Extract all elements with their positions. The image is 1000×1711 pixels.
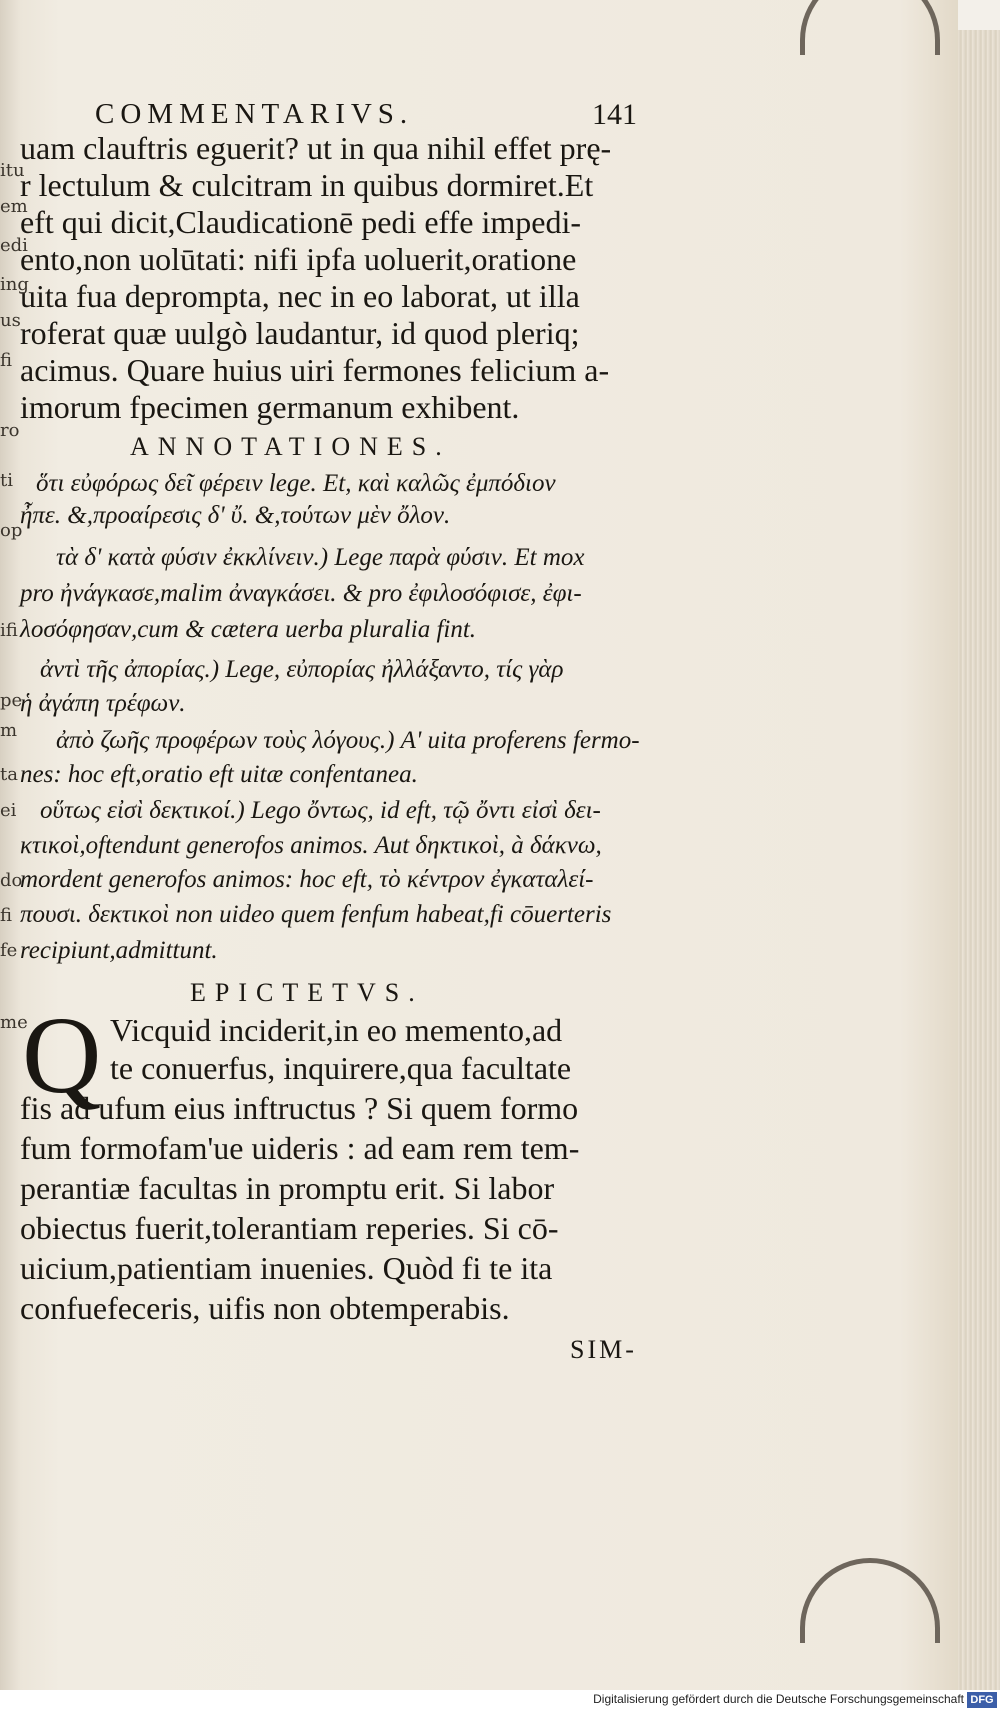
epictetus-line: te conuerfus, inquirere,qua facultate: [110, 1050, 572, 1086]
annotations-heading: ANNOTATIONES.: [130, 432, 451, 461]
funding-credit: Digitalisierung gefördert durch die Deutsche Forschungsgemeinschaft: [593, 1692, 964, 1706]
annotation-line: ἀντὶ τῆς ἀπορίας.) Lege, εὐπορίας ἠλλάξαντο, τίς γὰρ: [40, 656, 564, 683]
body-line: ento,non uolūtati: nifi ipfa uoluerit,oratione: [20, 241, 577, 277]
annotation-line: ἦπε. &,προαίρεσις δ' ὔ. &,τούτων μὲν ὄλον.: [20, 502, 451, 529]
margin-fragment: ta: [0, 764, 18, 785]
annotation-line: κτικοὶ,oftendunt generofos animos. Aut δηκτικοὶ, à δάκνω,: [20, 832, 602, 859]
margin-fragment: pe: [0, 690, 23, 711]
annotation-line: ἀπὸ ζωῆς προφέρων τοὺς λόγους.) A' uita proferens fermo-: [56, 727, 640, 754]
annotation-line: οὕτως εἰσὶ δεκτικοί.) Lego ὄντως, id eft, τῷ ὄντι εἰσὶ δει-: [40, 797, 601, 824]
dfg-logo: DFG: [967, 1692, 997, 1708]
margin-fragment: me: [0, 1012, 28, 1033]
epictetus-line: perantiæ facultas in promptu erit. Si labor: [20, 1170, 555, 1206]
annotation-line: recipiunt,admittunt.: [20, 937, 218, 964]
margin-fragment: edi: [0, 235, 28, 256]
annotation-line: πουσι. δεκτικοὶ non uideo quem fenfum habeat,fi cōuerteris: [20, 901, 612, 928]
margin-fragment: us: [0, 310, 21, 331]
epictetus-heading: EPICTETVS.: [190, 978, 424, 1007]
margin-fragment: ro: [0, 420, 20, 441]
epictetus-line: obiectus fuerit,tolerantiam reperies. Si cō-: [20, 1210, 559, 1246]
annotation-line: nes: hoc eft,oratio eft uitæ confentanea.: [20, 761, 418, 788]
body-line: r lectulum & culcitram in quibus dormiret.Et: [20, 167, 594, 203]
epictetus-line: fis ad ufum eius inftructus ? Si quem formo: [20, 1090, 579, 1126]
margin-fragment: fi: [0, 350, 13, 371]
epictetus-line: uicium,patientiam inuenies. Quòd fi te ita: [20, 1250, 553, 1286]
margin-fragment: do: [0, 870, 23, 891]
running-title: COMMENTARIVS.: [95, 98, 414, 130]
margin-fragment: op: [0, 520, 23, 541]
body-line: eft qui dicit,Claudicationē pedi effe impedi-: [20, 204, 581, 240]
body-line: uam clauftris eguerit? ut in qua nihil effet prę-: [20, 130, 612, 166]
page-edges: [958, 30, 1000, 1690]
body-line: imorum fpecimen germanum exhibent.: [20, 389, 520, 425]
epictetus-line: fum formofam'ue uideris : ad eam rem tem-: [20, 1130, 580, 1166]
margin-fragment: ei: [0, 800, 17, 821]
body-line: roferat quæ uulgò laudantur, id quod pleriq;: [20, 315, 580, 351]
margin-fragment: ing: [0, 274, 29, 295]
margin-fragment: itu: [0, 160, 25, 181]
annotation-line: mordent generofos animos: hoc eft, τὸ κέντρον ἐγκαταλεί-: [20, 866, 594, 893]
annotation-line: pro ἠνάγκασε,malim ἀναγκάσει. & pro ἐφιλοσόφισε, ἐφι-: [20, 580, 582, 607]
body-line: acimus. Quare huius uiri fermones felicium a-: [20, 352, 610, 388]
epictetus-line: Vicquid inciderit,in eo memento,ad: [110, 1012, 563, 1048]
margin-fragment: ifi: [0, 620, 18, 641]
annotation-line: ἡ ἀγάπη τρέφων.: [20, 690, 186, 717]
drop-cap: Q: [22, 994, 102, 1116]
margin-fragment: ti: [0, 470, 13, 491]
body-line: uita fua deprompta, nec in eo laborat, ut illa: [20, 278, 580, 314]
book-clasp-top: [800, 0, 940, 55]
margin-fragment: em: [0, 196, 28, 217]
margin-fragment: m: [0, 720, 18, 741]
annotation-line: τὰ δ' κατὰ φύσιν ἐκκλίνειν.) Lege παρὰ φύσιν. Et mox: [56, 544, 585, 571]
folio-number: 141: [592, 98, 637, 131]
annotation-line: λοσόφησαν,cum & cætera uerba pluralia fint.: [20, 616, 477, 643]
catchword: SIM-: [570, 1335, 637, 1364]
footer-bar: [0, 1690, 1000, 1711]
epictetus-line: confuefeceris, uifis non obtemperabis.: [20, 1290, 510, 1326]
annotation-line: ὅτι εὐφόρως δεῖ φέρειν lege. Et, καὶ καλῶς ἐμπόδιον: [36, 470, 556, 497]
margin-fragment: fe: [0, 940, 18, 961]
margin-fragment: fi: [0, 905, 13, 926]
